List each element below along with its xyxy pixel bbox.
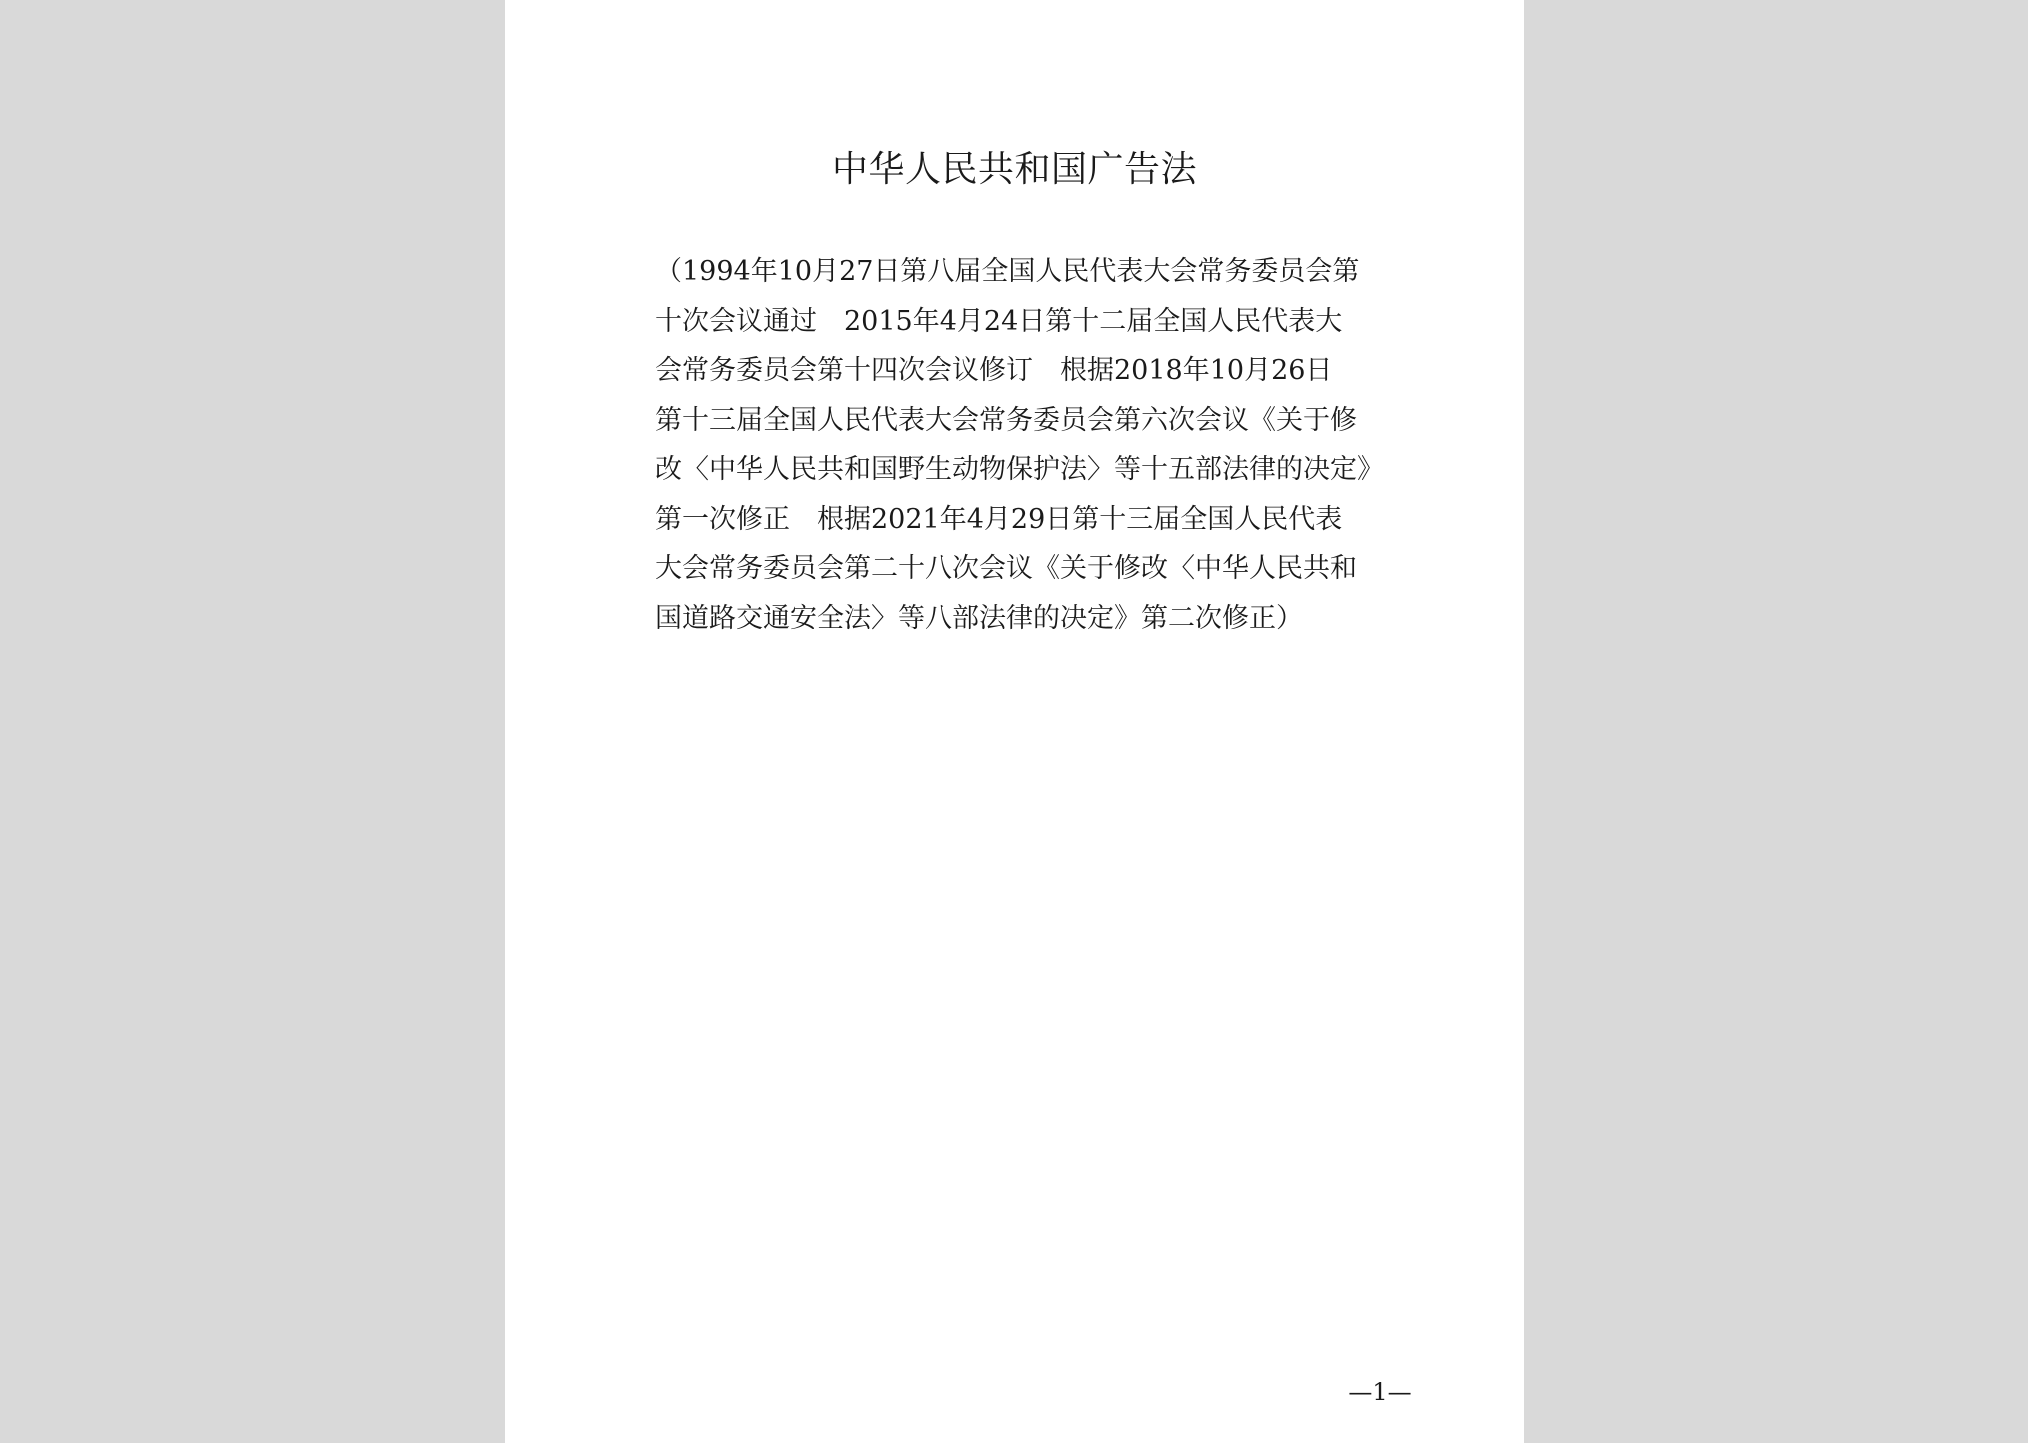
preamble-line: 十次会议通过 2015年4月24日第十二届全国人民代表大: [655, 305, 1343, 337]
preamble-line: 第一次修正 根据2021年4月29日第十三届全国人民代表: [655, 503, 1343, 535]
preamble-line: 改〈中华人民共和国野生动物保护法〉等十五部法律的决定》: [655, 454, 1384, 485]
preamble-line: （1994年10月27日第八届全国人民代表大会常务委员会第: [655, 256, 1360, 287]
preamble-line: 第十三届全国人民代表大会常务委员会第六次会议《关于修: [655, 404, 1357, 436]
document-page: [505, 0, 1524, 1443]
preamble-line: 国道路交通安全法〉等八部法律的决定》第二次修正）: [655, 602, 1303, 634]
preamble-line: 大会常务委员会第二十八次会议《关于修改〈中华人民共和: [655, 553, 1357, 584]
document-title: 中华人民共和国广告法: [831, 149, 1197, 190]
preamble: [655, 247, 1384, 643]
page-number: —1—: [1348, 1378, 1412, 1406]
preamble-line: 会常务委员会第十四次会议修订 根据2018年10月26日: [655, 355, 1333, 386]
